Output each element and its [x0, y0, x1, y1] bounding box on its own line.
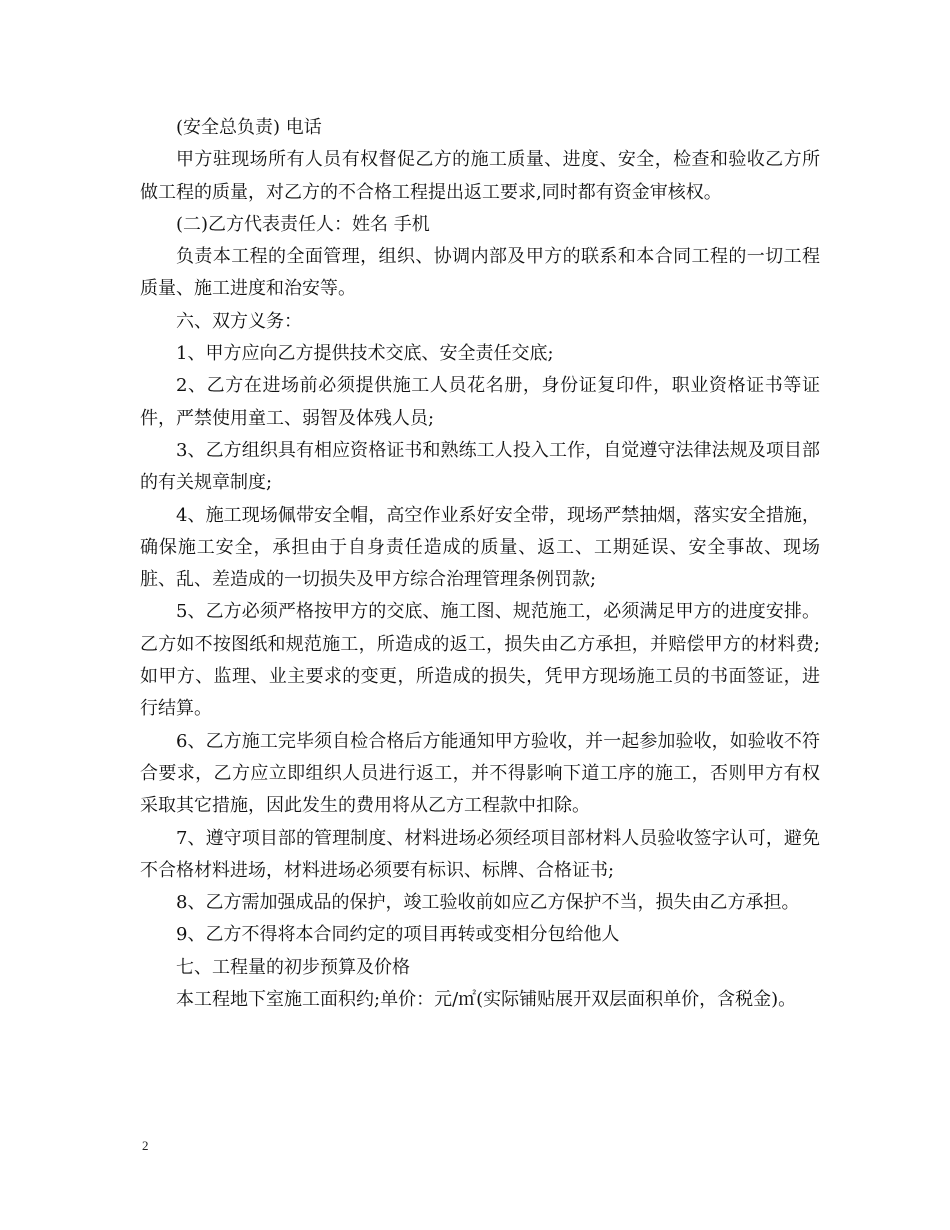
list-item: 7、遵守项目部的管理制度、材料进场必须经项目部材料人员验收签字认可，避免不合格材料进场，材料进场必须要有标识、标牌、合格证书;: [140, 827, 820, 881]
list-item: 4、施工现场佩带安全帽，高空作业系好安全带，现场严禁抽烟，落实安全措施，确保施工安全，承担由于自身责任造成的质量、返工、工期延误、安全事故、现场脏、乱、差造成的一切损失及甲方综合治理管理条例罚款;: [140, 504, 820, 591]
section-heading: 六、双方义务：: [176, 310, 302, 332]
list-item: 8、乙方需加强成品的保护，竣工验收前如应乙方保护不当，损失由乙方承担。: [176, 892, 800, 914]
paragraph: 本工程地下室施工面积约;单价：元/㎡(实际铺贴展开双层面积单价，含税金)。: [176, 989, 797, 1011]
list-item: 5、乙方必须严格按甲方的交底、施工图、规范施工，必须满足甲方的进度安排。乙方如不按图纸和规范施工，所造成的返工，损失由乙方承担，并赔偿甲方的材料费;如甲方、监理、业主要求的变更，所造成的损失，凭甲方现场施工员的书面签证，进行结算。: [140, 601, 820, 720]
list-item: 3、乙方组织具有相应资格证书和熟练工人投入工作，自觉遵守法律法规及项目部的有关规章制度;: [140, 439, 820, 494]
paragraph: 甲方驻现场所有人员有权督促乙方的施工质量、进度、安全，检查和验收乙方所做工程的质量，对乙方的不合格工程提出返工要求,同时都有资金审核权。: [140, 149, 820, 203]
document-body: [140, 112, 820, 1016]
paragraph: (安全总负责) 电话: [176, 117, 322, 138]
section-heading: 七、工程量的初步预算及价格: [176, 956, 410, 978]
list-item: 2、乙方在进场前必须提供施工人员花名册，身份证复印件，职业资格证书等证件，严禁使用童工、弱智及体残人员;: [140, 375, 820, 429]
list-item: 9、乙方不得将本合同约定的项目再转或变相分包给他人: [176, 924, 620, 946]
paragraph: (二)乙方代表责任人：姓名 手机: [176, 213, 430, 235]
list-item: 6、乙方施工完毕须自检合格后方能通知甲方验收，并一起参加验收，如验收不符合要求，乙方应立即组织人员进行返工，并不得影响下道工序的施工，否则甲方有权采取其它措施，因此发生的费用将从乙方工程款中扣除。: [140, 730, 820, 817]
page-number: 2: [142, 1138, 149, 1153]
list-item: 1、甲方应向乙方提供技术交底、安全责任交底;: [176, 343, 554, 365]
paragraph: 负责本工程的全面管理，组织、协调内部及甲方的联系和本合同工程的一切工程质量、施工进度和治安等。: [140, 246, 820, 300]
